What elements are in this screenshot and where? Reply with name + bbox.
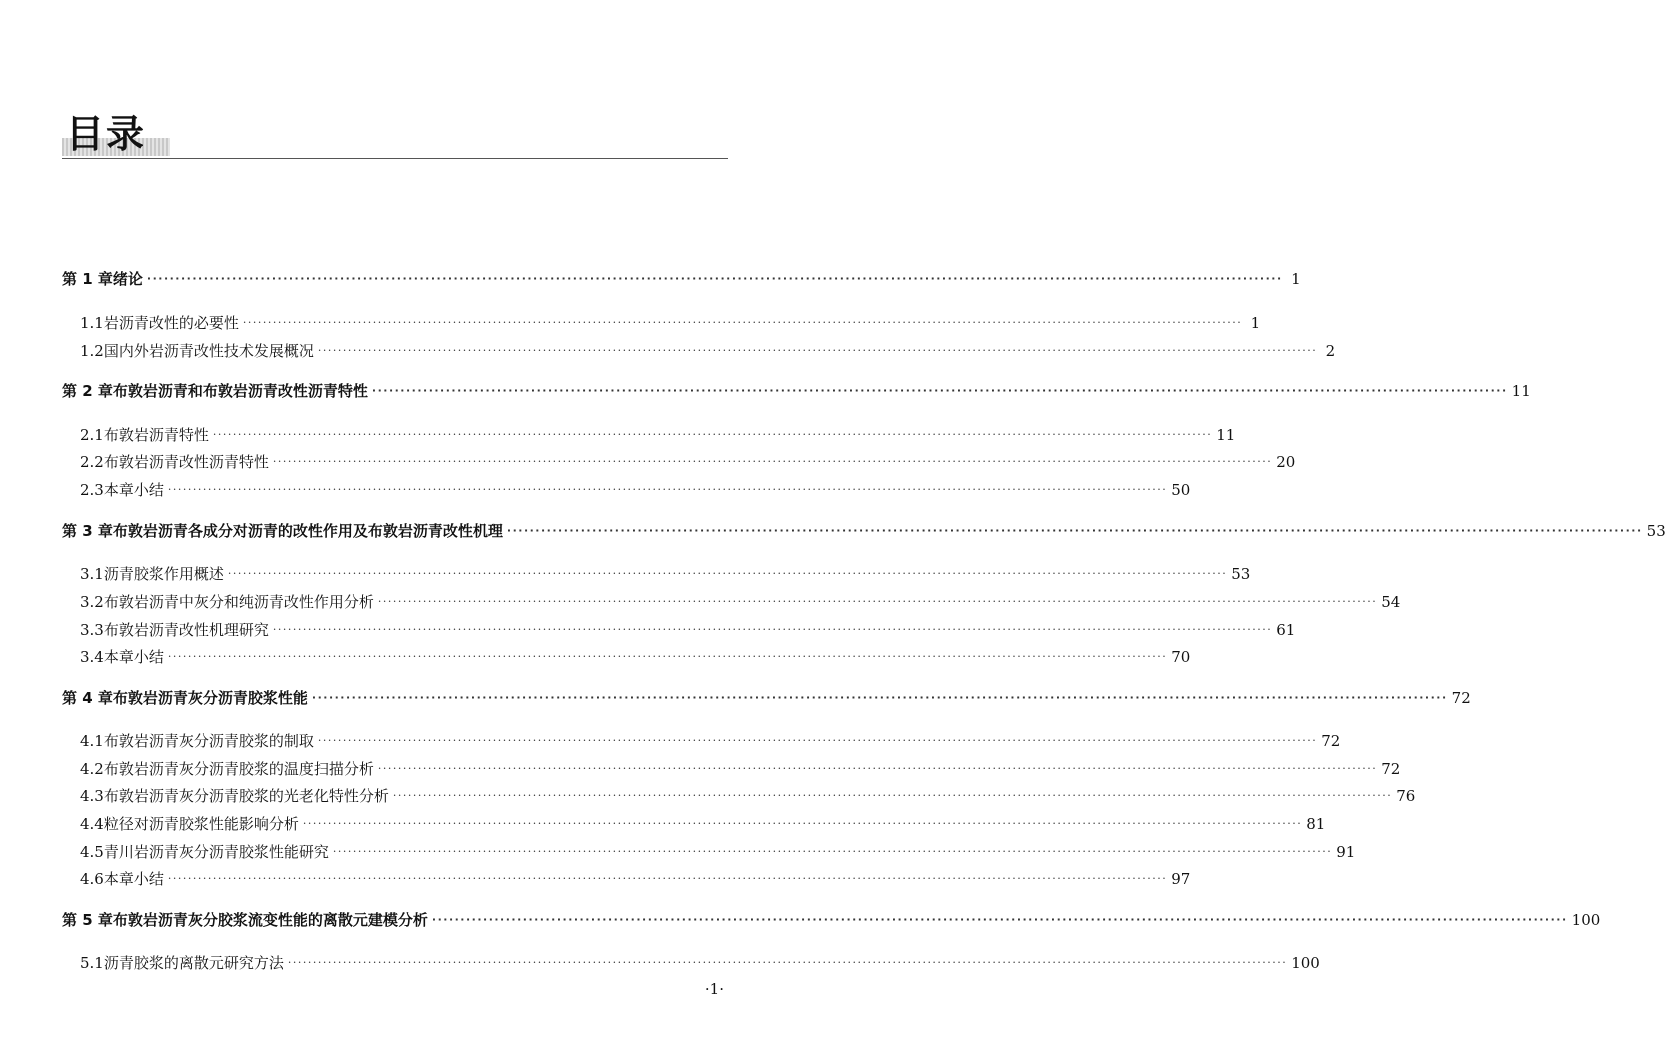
dot-leader: ········································································································································································································ bbox=[272, 623, 1273, 636]
toc-section-2-3[interactable] bbox=[62, 479, 1191, 501]
toc-section-4-6[interactable] bbox=[62, 868, 1191, 890]
section-title: 本章小结 bbox=[103, 648, 164, 666]
chapter-title: 布敦岩沥青各成分对沥青的改性作用及布敦岩沥青改性机理 bbox=[112, 522, 503, 540]
dot-leader: ········································································································································································································ bbox=[371, 384, 1508, 397]
page-number: 91 bbox=[1336, 843, 1356, 861]
section-number: 2.1 bbox=[80, 426, 104, 444]
page-number: 1 bbox=[1250, 314, 1261, 332]
dot-leader: ········································································································································································································ bbox=[212, 428, 1213, 441]
chapter-title: 布敦岩沥青灰分胶浆流变性能的离散元建模分析 bbox=[112, 911, 428, 929]
dot-leader: ········································································································································································································ bbox=[146, 272, 1283, 285]
section-number: 2.2 bbox=[80, 453, 104, 471]
page-number: 72 bbox=[1321, 732, 1341, 750]
section-number: 4.5 bbox=[80, 843, 104, 861]
toc-header bbox=[62, 104, 728, 164]
page-number: 100 bbox=[1571, 911, 1601, 929]
dot-leader: ········································································································································································································ bbox=[227, 567, 1228, 580]
section-title: 青川岩沥青灰分沥青胶浆性能研究 bbox=[103, 843, 329, 861]
dot-leader: ········································································································································································································ bbox=[287, 956, 1288, 969]
section-number: 4.6 bbox=[80, 870, 104, 888]
section-title: 布敦岩沥青改性机理研究 bbox=[103, 621, 269, 639]
section-number: 1.2 bbox=[80, 342, 104, 360]
dot-leader: ········································································································································································································ bbox=[377, 595, 1378, 608]
page-number: 54 bbox=[1381, 593, 1401, 611]
page-number: 50 bbox=[1171, 481, 1191, 499]
toc-chapter-3[interactable] bbox=[62, 520, 1666, 542]
section-number: 3.2 bbox=[80, 593, 104, 611]
page-number: 72 bbox=[1451, 689, 1471, 707]
title-rule bbox=[62, 158, 728, 159]
toc-section-1-1[interactable] bbox=[62, 312, 1261, 334]
dot-leader: ········································································································································································································ bbox=[377, 762, 1378, 775]
toc-section-3-1[interactable] bbox=[62, 563, 1251, 585]
chapter-number: 第 5 章 bbox=[62, 911, 113, 929]
page-number: 76 bbox=[1396, 787, 1416, 805]
section-title: 沥青胶浆作用概述 bbox=[103, 565, 224, 583]
section-number: 4.3 bbox=[80, 787, 104, 805]
toc-section-3-4[interactable] bbox=[62, 646, 1191, 668]
page-number: 20 bbox=[1276, 453, 1296, 471]
dot-leader: ········································································································································································································ bbox=[167, 483, 1168, 496]
section-title: 本章小结 bbox=[103, 481, 164, 499]
toc-chapter-1[interactable] bbox=[62, 268, 1301, 290]
section-title: 本章小结 bbox=[103, 870, 164, 888]
dot-leader: ········································································································································································································ bbox=[506, 524, 1643, 537]
section-number: 3.3 bbox=[80, 621, 104, 639]
toc-section-2-1[interactable] bbox=[62, 424, 1236, 446]
page-number: 97 bbox=[1171, 870, 1191, 888]
section-number: 1.1 bbox=[80, 314, 104, 332]
toc-section-4-4[interactable] bbox=[62, 813, 1326, 835]
toc-section-4-3[interactable] bbox=[62, 785, 1416, 807]
section-number: 3.4 bbox=[80, 648, 104, 666]
dot-leader: ········································································································································································································ bbox=[272, 455, 1273, 468]
dot-leader: ········································································································································································································ bbox=[317, 344, 1318, 357]
page-number: 2 bbox=[1325, 342, 1336, 360]
page-number: 53 bbox=[1646, 522, 1666, 540]
dot-leader: ········································································································································································································ bbox=[431, 913, 1568, 926]
toc-section-4-1[interactable] bbox=[62, 730, 1341, 752]
toc-section-5-1[interactable] bbox=[62, 952, 1320, 974]
page-number: 100 bbox=[1291, 954, 1320, 972]
dot-leader: ········································································································································································································ bbox=[317, 734, 1318, 747]
toc-section-4-2[interactable] bbox=[62, 758, 1401, 780]
section-number: 4.1 bbox=[80, 732, 104, 750]
toc-chapter-4[interactable] bbox=[62, 687, 1471, 709]
dot-leader: ········································································································································································································ bbox=[332, 845, 1333, 858]
page-number: 1 bbox=[1291, 270, 1301, 288]
dot-leader: ········································································································································································································ bbox=[242, 316, 1243, 329]
toc-section-2-2[interactable] bbox=[62, 451, 1296, 473]
section-number: 3.1 bbox=[80, 565, 104, 583]
section-title: 国内外岩沥青改性技术发展概况 bbox=[103, 342, 314, 360]
page-number: 11 bbox=[1511, 382, 1531, 400]
section-title: 岩沥青改性的必要性 bbox=[103, 314, 239, 332]
page-title: 目录 bbox=[66, 112, 147, 156]
page-number: 72 bbox=[1381, 760, 1401, 778]
section-number: 2.3 bbox=[80, 481, 104, 499]
page-number: 61 bbox=[1276, 621, 1296, 639]
page-number: 53 bbox=[1231, 565, 1251, 583]
section-title: 粒径对沥青胶浆性能影响分析 bbox=[103, 815, 299, 833]
toc-chapter-2[interactable] bbox=[62, 380, 1531, 402]
dot-leader: ········································································································································································································ bbox=[392, 789, 1393, 802]
section-title: 布敦岩沥青改性沥青特性 bbox=[103, 453, 269, 471]
chapter-title: 布敦岩沥青灰分沥青胶浆性能 bbox=[112, 689, 308, 707]
toc-section-4-5[interactable] bbox=[62, 841, 1356, 863]
chapter-title: 布敦岩沥青和布敦岩沥青改性沥青特性 bbox=[112, 382, 368, 400]
page-folio: ·1· bbox=[704, 980, 724, 998]
section-number: 4.4 bbox=[80, 815, 104, 833]
section-number: 5.1 bbox=[80, 954, 104, 972]
toc-section-3-2[interactable] bbox=[62, 591, 1401, 613]
section-title: 布敦岩沥青灰分沥青胶浆的温度扫描分析 bbox=[103, 760, 374, 778]
chapter-number: 第 3 章 bbox=[62, 522, 113, 540]
section-title: 布敦岩沥青中灰分和纯沥青改性作用分析 bbox=[103, 593, 374, 611]
toc-section-3-3[interactable] bbox=[62, 619, 1296, 641]
section-title: 沥青胶浆的离散元研究方法 bbox=[103, 954, 284, 972]
dot-leader: ········································································································································································································ bbox=[167, 650, 1168, 663]
chapter-number: 第 2 章 bbox=[62, 382, 113, 400]
page-number: 70 bbox=[1171, 648, 1191, 666]
chapter-number: 第 4 章 bbox=[62, 689, 113, 707]
page-number: 81 bbox=[1306, 815, 1326, 833]
dot-leader: ········································································································································································································ bbox=[311, 691, 1448, 704]
page-number: 11 bbox=[1216, 426, 1236, 444]
section-title: 布敦岩沥青特性 bbox=[103, 426, 209, 444]
section-title: 布敦岩沥青灰分沥青胶浆的制取 bbox=[103, 732, 314, 750]
dot-leader: ········································································································································································································ bbox=[167, 872, 1168, 885]
chapter-number: 第 1 章 bbox=[62, 270, 113, 288]
toc-chapter-5[interactable] bbox=[62, 909, 1601, 931]
section-title: 布敦岩沥青灰分沥青胶浆的光老化特性分析 bbox=[103, 787, 389, 805]
section-number: 4.2 bbox=[80, 760, 104, 778]
chapter-title: 绪论 bbox=[112, 270, 143, 288]
dot-leader: ········································································································································································································ bbox=[302, 817, 1303, 830]
toc-section-1-2[interactable] bbox=[62, 340, 1336, 362]
